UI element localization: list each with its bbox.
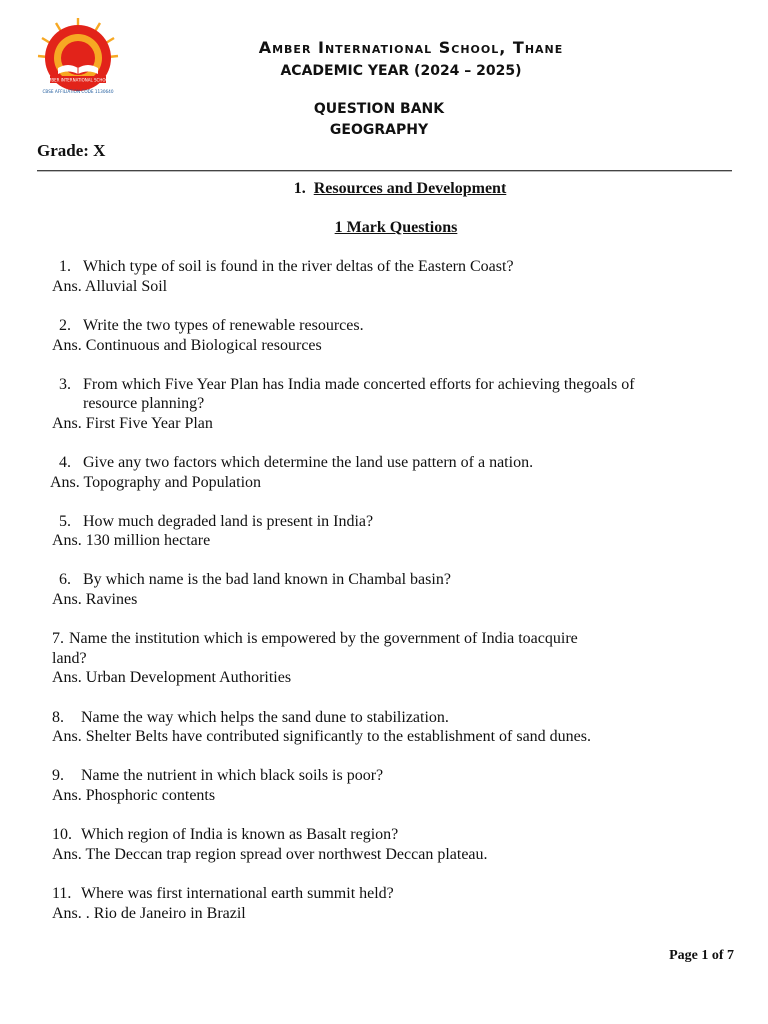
answer-8: Ans. Shelter Belts have contributed significantly to the establishment of sand dunes. xyxy=(52,728,592,745)
question-number: 7. xyxy=(52,630,64,647)
question-number: 1. xyxy=(59,258,71,275)
question-number: 9. xyxy=(52,767,64,784)
answer-3: Ans. First Five Year Plan xyxy=(52,415,213,432)
question-10 xyxy=(52,825,398,845)
answer-4: Ans. Topography and Population xyxy=(50,474,262,491)
question-number: 8. xyxy=(52,709,64,726)
school-name: Amber International School, Thane xyxy=(258,38,564,57)
question-text: By which name is the bad land known in Chambal basin? xyxy=(83,571,451,588)
question-6 xyxy=(59,570,451,590)
answer-1: Ans. Alluvial Soil xyxy=(52,278,168,295)
question-text: From which Five Year Plan has India made concerted efforts for achieving thegoals of xyxy=(83,376,635,393)
question-number: 4. xyxy=(59,454,71,471)
question-3-continued: resource planning? xyxy=(83,395,205,412)
logo-banner-text: AMBER INTERNATIONAL SCHOOL xyxy=(45,77,111,83)
logo-affiliation-text: CBSE AFFILIATION CODE 1130640 xyxy=(42,89,114,94)
section-heading: 1 Mark Questions xyxy=(334,219,458,236)
answer-6: Ans. Ravines xyxy=(52,591,138,608)
question-number: 6. xyxy=(59,571,71,588)
header-divider xyxy=(37,170,732,171)
grade-label: Grade: X xyxy=(37,141,106,160)
answer-9: Ans. Phosphoric contents xyxy=(52,787,216,804)
question-text: Name the way which helps the sand dune to stabilization. xyxy=(81,709,449,726)
question-text: Write the two types of renewable resources. xyxy=(83,317,364,334)
question-7-continued: land? xyxy=(52,650,87,667)
question-number: 3. xyxy=(59,376,71,393)
question-8 xyxy=(52,708,449,728)
document-title: QUESTION BANK xyxy=(313,101,445,117)
question-11 xyxy=(52,884,394,904)
answer-2: Ans. Continuous and Biological resources xyxy=(52,337,322,354)
question-number: 2. xyxy=(59,317,71,334)
question-4 xyxy=(59,453,533,473)
question-text: Name the nutrient in which black soils is poor? xyxy=(81,767,384,784)
question-number: 10. xyxy=(52,826,72,843)
academic-year: ACADEMIC YEAR (2024 – 2025) xyxy=(280,63,522,79)
chapter-number: 1. xyxy=(293,180,306,197)
question-5 xyxy=(59,512,373,532)
question-text: How much degraded land is present in India? xyxy=(83,513,374,530)
page-number: Page 1 of 7 xyxy=(669,948,734,963)
answer-7: Ans. Urban Development Authorities xyxy=(52,669,292,686)
question-1 xyxy=(59,257,514,277)
chapter-heading xyxy=(0,180,768,198)
question-2 xyxy=(59,316,364,336)
question-9 xyxy=(52,766,383,786)
chapter-title: Resources and Development xyxy=(313,180,507,197)
answer-10: Ans. The Deccan trap region spread over northwest Deccan plateau. xyxy=(52,846,488,863)
question-text: Name the institution which is empowered by the government of India toacquire xyxy=(69,630,578,647)
answer-5: Ans. 130 million hectare xyxy=(52,532,211,549)
question-text: Which type of soil is found in the river deltas of the Eastern Coast? xyxy=(83,258,514,275)
question-text: Where was first international earth summit held? xyxy=(81,885,394,902)
question-3 xyxy=(59,375,635,395)
question-text: Which region of India is known as Basalt region? xyxy=(81,826,399,843)
subject-title: GEOGRAPHY xyxy=(329,122,429,138)
question-number: 5. xyxy=(59,513,71,530)
answer-11: Ans. . Rio de Janeiro in Brazil xyxy=(52,905,246,922)
question-text: Give any two factors which determine the land use pattern of a nation. xyxy=(83,454,534,471)
question-7 xyxy=(52,629,578,649)
question-number: 11. xyxy=(52,885,72,902)
